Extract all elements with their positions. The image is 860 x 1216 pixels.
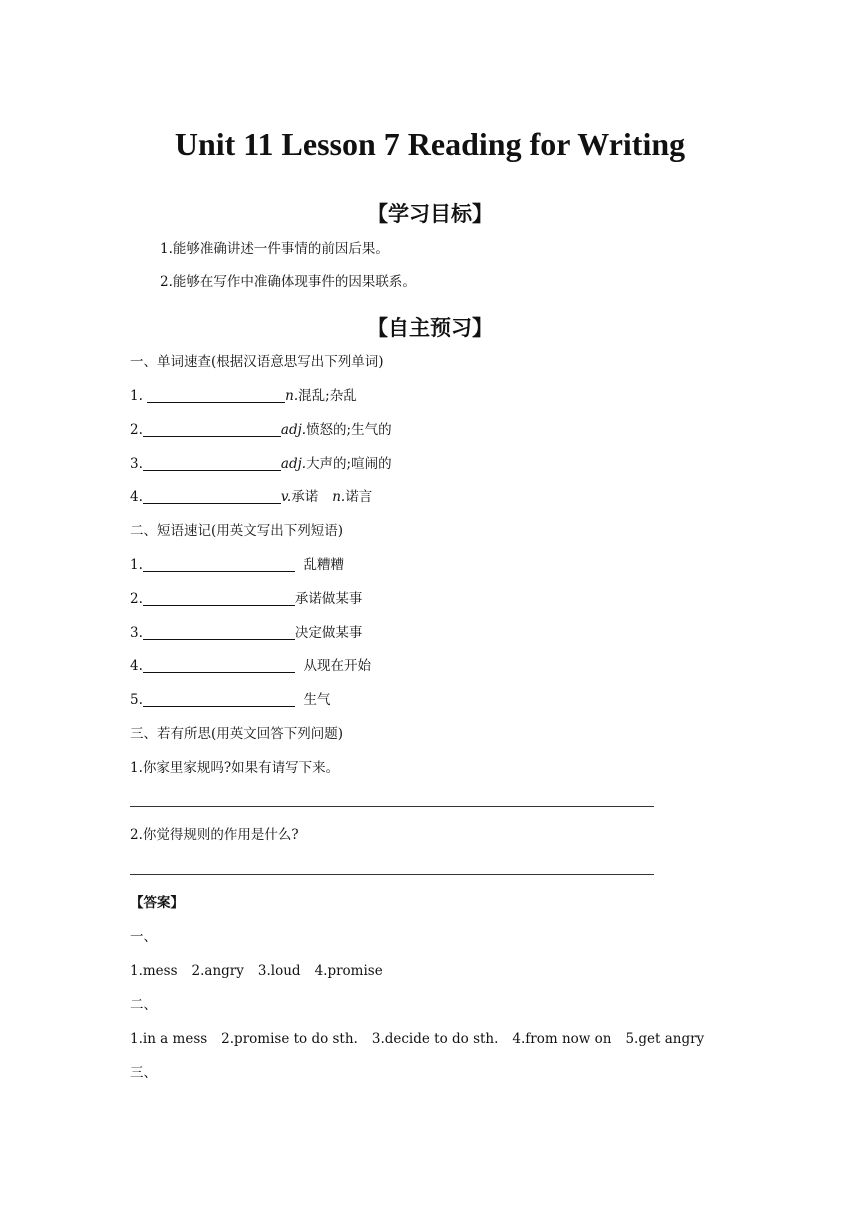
word-item	[130, 455, 392, 473]
answer-blank[interactable]	[143, 591, 295, 606]
answer-line[interactable]	[130, 806, 654, 807]
item-number: 2.	[130, 591, 143, 607]
phrase-item	[130, 657, 371, 675]
item-number: 2.	[130, 422, 143, 438]
phrase-meaning: 生气	[303, 692, 331, 708]
word-meaning: 大声的;喧闹的	[306, 456, 392, 472]
answer-item: 1.in a mess	[130, 1031, 208, 1047]
answer-item: 4.promise	[314, 963, 383, 979]
word-item	[130, 387, 357, 405]
item-number: 5.	[130, 692, 143, 708]
answers-part3-label: 三、	[130, 1065, 157, 1081]
goal-item: 2.能够在写作中准确体现事件的因果联系。	[160, 274, 416, 290]
phrase-meaning: 承诺做某事	[294, 591, 363, 607]
answer-blank[interactable]	[143, 456, 281, 471]
answers-part2-label: 二、	[130, 997, 157, 1013]
question-1: 1.你家里家规吗?如果有请写下来。	[130, 760, 340, 776]
answer-blank[interactable]	[143, 489, 281, 504]
phrase-item	[130, 590, 362, 608]
part1-title: 一、单词速查(根据汉语意思写出下列单词)	[130, 354, 384, 370]
answer-item: 2.angry	[191, 963, 244, 979]
answer-item: 2.promise to do sth.	[221, 1031, 358, 1047]
phrase-meaning: 从现在开始	[303, 658, 371, 674]
phrase-item	[130, 556, 344, 574]
word-item	[130, 421, 392, 439]
answer-blank[interactable]	[143, 658, 295, 673]
preview-heading: 【自主预习】	[367, 316, 493, 340]
phrase-item	[130, 691, 330, 709]
answers-label: 【答案】	[130, 895, 184, 911]
answers-part1	[130, 962, 383, 980]
item-number: 1.	[130, 557, 143, 573]
word-meaning: 混乱;杂乱	[298, 388, 357, 404]
word-item	[130, 488, 372, 506]
phrase-item	[130, 624, 362, 642]
part-of-speech: n.	[285, 388, 299, 404]
question-2: 2.你觉得规则的作用是什么?	[130, 827, 299, 843]
answers-part1-label: 一、	[130, 929, 157, 945]
answer-blank[interactable]	[143, 692, 295, 707]
answers-part2	[130, 1030, 704, 1048]
page-title: Unit 11 Lesson 7 Reading for Writing	[174, 126, 686, 162]
item-number: 3.	[130, 625, 143, 641]
part3-title: 三、若有所思(用英文回答下列问题)	[130, 726, 344, 742]
goals-heading: 【学习目标】	[367, 202, 493, 226]
answer-blank[interactable]	[143, 422, 281, 437]
phrase-meaning: 决定做某事	[294, 625, 363, 641]
part-of-speech: adj.	[280, 456, 307, 472]
word-meaning: 承诺	[291, 489, 319, 505]
item-number: 3.	[130, 456, 143, 472]
part-of-speech: n.	[332, 489, 346, 505]
item-number: 4.	[130, 489, 143, 505]
answer-item: 5.get angry	[625, 1031, 705, 1047]
item-number: 4.	[130, 658, 143, 674]
answer-item: 1.mess	[130, 963, 178, 979]
part-of-speech: adj.	[280, 422, 307, 438]
word-meaning: 愤怒的;生气的	[306, 422, 392, 438]
part2-title: 二、短语速记(用英文写出下列短语)	[130, 523, 344, 539]
answer-blank[interactable]	[147, 388, 285, 403]
answer-item: 4.from now on	[512, 1031, 612, 1047]
answer-item: 3.loud	[257, 963, 301, 979]
answer-blank[interactable]	[143, 557, 295, 572]
part-of-speech: v.	[280, 489, 292, 505]
item-number: 1.	[130, 388, 148, 404]
phrase-meaning: 乱糟糟	[303, 557, 344, 573]
answer-line[interactable]	[130, 874, 654, 875]
answer-blank[interactable]	[143, 625, 295, 640]
word-meaning: 诺言	[345, 489, 373, 505]
answer-item: 3.decide to do sth.	[371, 1031, 499, 1047]
goal-item: 1.能够准确讲述一件事情的前因后果。	[160, 241, 389, 257]
